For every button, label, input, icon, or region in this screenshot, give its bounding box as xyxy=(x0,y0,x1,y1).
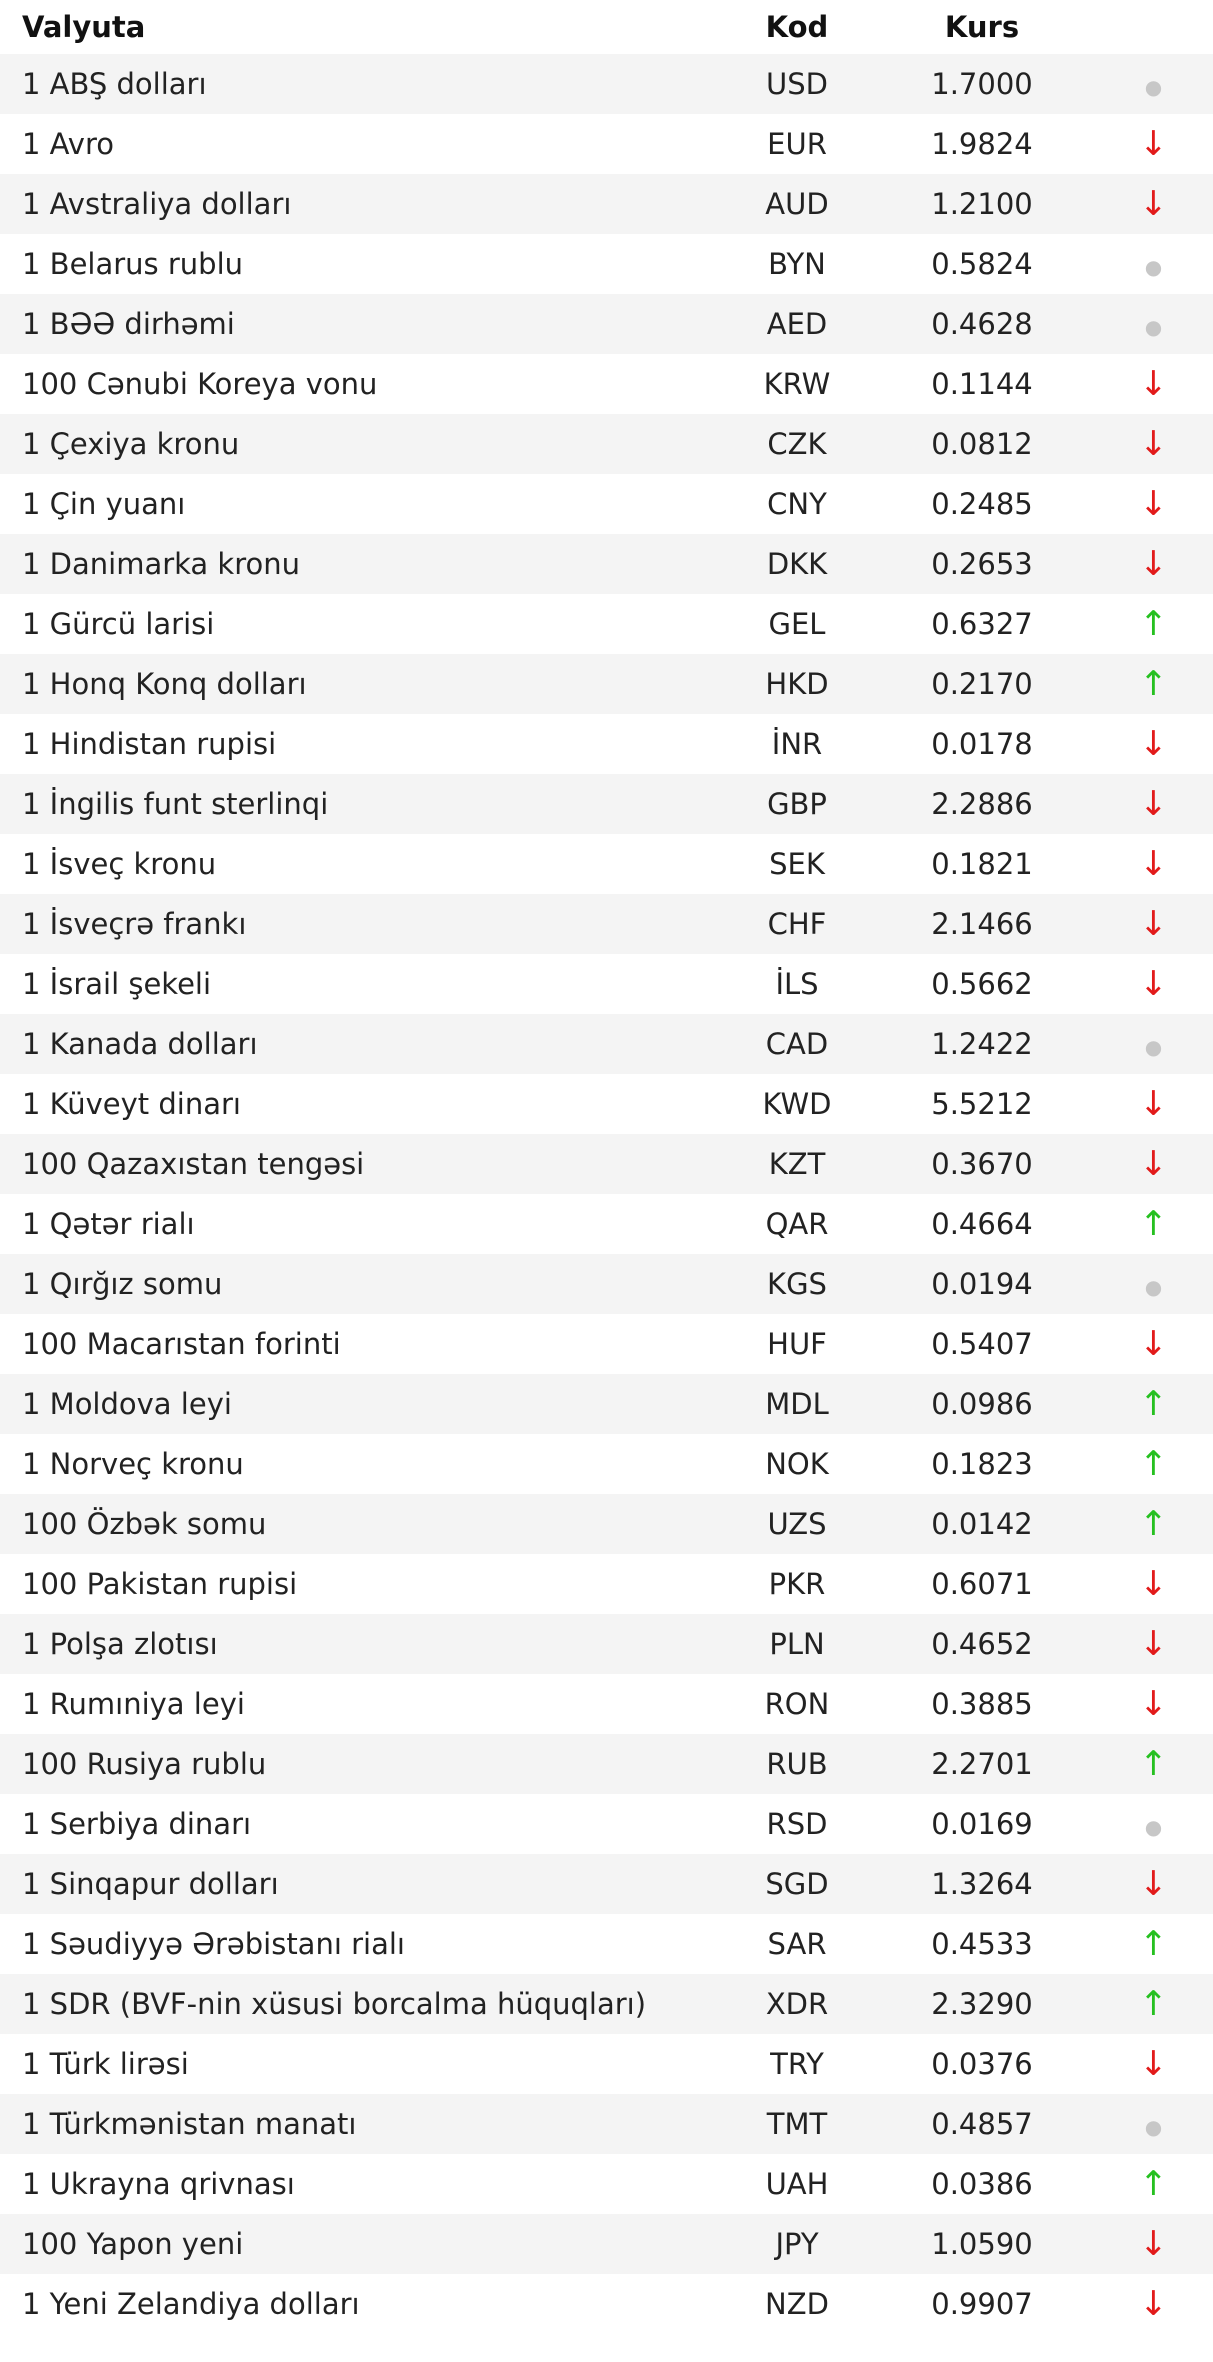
trend-cell xyxy=(1072,2154,1213,2214)
currency-code: AUD xyxy=(702,174,892,234)
currency-name: 1 Kanada dolları xyxy=(0,1014,702,1074)
table-header xyxy=(0,0,1213,54)
currency-name: 1 Yeni Zelandiya dolları xyxy=(0,2274,702,2334)
arrow-down-icon: ↓ xyxy=(1139,1863,1168,1904)
arrow-down-icon: ↓ xyxy=(1139,963,1168,1004)
table-row xyxy=(0,2154,1213,2214)
exchange-rate: 0.4652 xyxy=(892,1614,1072,1674)
arrow-up-icon: ↑ xyxy=(1139,663,1168,704)
table-row xyxy=(0,114,1213,174)
trend-cell xyxy=(1072,474,1213,534)
currency-name: 100 Qazaxıstan tengəsi xyxy=(0,1134,702,1194)
trend-cell xyxy=(1072,954,1213,1014)
trend-cell xyxy=(1072,1074,1213,1134)
trend-cell xyxy=(1072,834,1213,894)
exchange-rate: 0.3670 xyxy=(892,1134,1072,1194)
currency-name: 100 Yapon yeni xyxy=(0,2214,702,2274)
trend-cell xyxy=(1072,654,1213,714)
arrow-down-icon: ↓ xyxy=(1139,423,1168,464)
trend-cell xyxy=(1072,534,1213,594)
exchange-rate: 0.5662 xyxy=(892,954,1072,1014)
table-row xyxy=(0,834,1213,894)
currency-name: 1 ABŞ dolları xyxy=(0,54,702,114)
trend-cell xyxy=(1072,1494,1213,1554)
currency-code: XDR xyxy=(702,1974,892,2034)
currency-code: TMT xyxy=(702,2094,892,2154)
currency-code: PLN xyxy=(702,1614,892,1674)
currency-name: 1 İngilis funt sterlinqi xyxy=(0,774,702,834)
currency-name: 1 Serbiya dinarı xyxy=(0,1794,702,1854)
table-row xyxy=(0,174,1213,234)
trend-cell xyxy=(1072,294,1213,354)
exchange-rate: 1.9824 xyxy=(892,114,1072,174)
exchange-rate: 0.2170 xyxy=(892,654,1072,714)
arrow-down-icon: ↓ xyxy=(1139,1143,1168,1184)
currency-code: HKD xyxy=(702,654,892,714)
exchange-rate: 0.0169 xyxy=(892,1794,1072,1854)
exchange-rate: 1.3264 xyxy=(892,1854,1072,1914)
exchange-rate: 0.0178 xyxy=(892,714,1072,774)
exchange-rate: 2.1466 xyxy=(892,894,1072,954)
trend-cell xyxy=(1072,174,1213,234)
arrow-up-icon: ↑ xyxy=(1139,603,1168,644)
table-row xyxy=(0,1314,1213,1374)
trend-cell xyxy=(1072,2274,1213,2334)
header-row xyxy=(0,0,1213,54)
exchange-rate: 0.9907 xyxy=(892,2274,1072,2334)
currency-name: 1 İsrail şekeli xyxy=(0,954,702,1014)
currency-code: RSD xyxy=(702,1794,892,1854)
currency-code: EUR xyxy=(702,114,892,174)
exchange-rate: 0.2485 xyxy=(892,474,1072,534)
currency-code: NZD xyxy=(702,2274,892,2334)
trend-cell xyxy=(1072,2034,1213,2094)
trend-cell xyxy=(1072,1554,1213,1614)
exchange-rate: 0.1144 xyxy=(892,354,1072,414)
exchange-rate: 0.0986 xyxy=(892,1374,1072,1434)
dot-icon: ● xyxy=(1144,1815,1163,1839)
currency-code: MDL xyxy=(702,1374,892,1434)
arrow-down-icon: ↓ xyxy=(1139,843,1168,884)
trend-cell xyxy=(1072,894,1213,954)
currency-name: 1 Qırğız somu xyxy=(0,1254,702,1314)
trend-cell xyxy=(1072,774,1213,834)
currency-name: 1 Sinqapur dolları xyxy=(0,1854,702,1914)
arrow-down-icon: ↓ xyxy=(1139,1323,1168,1364)
trend-cell xyxy=(1072,54,1213,114)
currency-name: 100 Özbək somu xyxy=(0,1494,702,1554)
trend-cell xyxy=(1072,1614,1213,1674)
currency-name: 1 Çexiya kronu xyxy=(0,414,702,474)
currency-name: 1 Norveç kronu xyxy=(0,1434,702,1494)
table-row xyxy=(0,1674,1213,1734)
exchange-rate: 0.1821 xyxy=(892,834,1072,894)
arrow-down-icon: ↓ xyxy=(1139,543,1168,584)
arrow-down-icon: ↓ xyxy=(1139,483,1168,524)
arrow-down-icon: ↓ xyxy=(1139,1683,1168,1724)
arrow-down-icon: ↓ xyxy=(1139,2283,1168,2324)
table-row xyxy=(0,1854,1213,1914)
currency-name: 1 Rumıniya leyi xyxy=(0,1674,702,1734)
arrow-up-icon: ↑ xyxy=(1139,1983,1168,2024)
currency-code: TRY xyxy=(702,2034,892,2094)
table-row xyxy=(0,1134,1213,1194)
currency-code: GBP xyxy=(702,774,892,834)
trend-cell xyxy=(1072,354,1213,414)
currency-code: SEK xyxy=(702,834,892,894)
table-body xyxy=(0,54,1213,2334)
trend-cell xyxy=(1072,714,1213,774)
arrow-down-icon: ↓ xyxy=(1139,1623,1168,1664)
header-code: Kod xyxy=(765,10,829,44)
currency-name: 1 İsveçrə frankı xyxy=(0,894,702,954)
trend-cell xyxy=(1072,1974,1213,2034)
exchange-rate: 1.2422 xyxy=(892,1014,1072,1074)
trend-cell xyxy=(1072,1794,1213,1854)
trend-cell xyxy=(1072,1194,1213,1254)
trend-cell xyxy=(1072,1254,1213,1314)
exchange-rate: 0.0386 xyxy=(892,2154,1072,2214)
table-row xyxy=(0,2094,1213,2154)
currency-code: KWD xyxy=(702,1074,892,1134)
exchange-rate: 0.0376 xyxy=(892,2034,1072,2094)
exchange-rate: 0.4628 xyxy=(892,294,1072,354)
table-row xyxy=(0,534,1213,594)
table-row xyxy=(0,474,1213,534)
trend-cell xyxy=(1072,1314,1213,1374)
trend-cell xyxy=(1072,2214,1213,2274)
table-row xyxy=(0,294,1213,354)
currency-code: UAH xyxy=(702,2154,892,2214)
currency-code: AED xyxy=(702,294,892,354)
trend-cell xyxy=(1072,1374,1213,1434)
table-row xyxy=(0,1494,1213,1554)
currency-name: 100 Rusiya rublu xyxy=(0,1734,702,1794)
arrow-up-icon: ↑ xyxy=(1139,2163,1168,2204)
currency-code: KGS xyxy=(702,1254,892,1314)
table-row xyxy=(0,714,1213,774)
exchange-rate: 2.2701 xyxy=(892,1734,1072,1794)
table-row xyxy=(0,54,1213,114)
table-row xyxy=(0,2034,1213,2094)
currency-name: 1 Ukrayna qrivnası xyxy=(0,2154,702,2214)
currency-name: 1 Çin yuanı xyxy=(0,474,702,534)
arrow-down-icon: ↓ xyxy=(1139,723,1168,764)
currency-code: PKR xyxy=(702,1554,892,1614)
currency-name: 1 Danimarka kronu xyxy=(0,534,702,594)
currency-name: 1 Türkmənistan manatı xyxy=(0,2094,702,2154)
exchange-rate: 0.2653 xyxy=(892,534,1072,594)
currency-name: 1 BƏƏ dirhəmi xyxy=(0,294,702,354)
trend-cell xyxy=(1072,1434,1213,1494)
table-row xyxy=(0,1434,1213,1494)
currency-name: 1 İsveç kronu xyxy=(0,834,702,894)
exchange-rate: 0.4533 xyxy=(892,1914,1072,1974)
arrow-down-icon: ↓ xyxy=(1139,2223,1168,2264)
currency-code: İLS xyxy=(702,954,892,1014)
currency-code: SGD xyxy=(702,1854,892,1914)
dot-icon: ● xyxy=(1144,1275,1163,1299)
table-row xyxy=(0,414,1213,474)
currency-name: 1 Türk lirəsi xyxy=(0,2034,702,2094)
currency-name: 1 Avro xyxy=(0,114,702,174)
exchange-rate: 0.4664 xyxy=(892,1194,1072,1254)
currency-name: 1 Gürcü larisi xyxy=(0,594,702,654)
exchange-rate: 1.7000 xyxy=(892,54,1072,114)
currency-code: RUB xyxy=(702,1734,892,1794)
currency-code: CAD xyxy=(702,1014,892,1074)
trend-cell xyxy=(1072,1134,1213,1194)
header-rate: Kurs xyxy=(944,10,1020,44)
table-row xyxy=(0,954,1213,1014)
dot-icon: ● xyxy=(1144,255,1163,279)
arrow-down-icon: ↓ xyxy=(1139,1083,1168,1124)
currency-name: 1 Moldova leyi xyxy=(0,1374,702,1434)
dot-icon: ● xyxy=(1144,1035,1163,1059)
currency-code: NOK xyxy=(702,1434,892,1494)
currency-code: CHF xyxy=(702,894,892,954)
exchange-rate: 0.3885 xyxy=(892,1674,1072,1734)
header-trend xyxy=(1072,0,1213,54)
trend-cell xyxy=(1072,414,1213,474)
currency-code: HUF xyxy=(702,1314,892,1374)
currency-name: 100 Cənubi Koreya vonu xyxy=(0,354,702,414)
currency-name: 100 Pakistan rupisi xyxy=(0,1554,702,1614)
currency-code: CZK xyxy=(702,414,892,474)
currency-code: QAR xyxy=(702,1194,892,1254)
table-row xyxy=(0,234,1213,294)
arrow-down-icon: ↓ xyxy=(1139,2043,1168,2084)
exchange-rate: 5.5212 xyxy=(892,1074,1072,1134)
currency-name: 100 Macarıstan forinti xyxy=(0,1314,702,1374)
arrow-up-icon: ↑ xyxy=(1139,1743,1168,1784)
table-row xyxy=(0,2214,1213,2274)
table-row xyxy=(0,894,1213,954)
currency-code: İNR xyxy=(702,714,892,774)
exchange-rate: 0.5407 xyxy=(892,1314,1072,1374)
exchange-rate: 2.3290 xyxy=(892,1974,1072,2034)
trend-cell xyxy=(1072,1014,1213,1074)
arrow-down-icon: ↓ xyxy=(1139,123,1168,164)
currency-name: 1 SDR (BVF-nin xüsusi borcalma hüquqları) xyxy=(0,1974,702,2034)
dot-icon: ● xyxy=(1144,315,1163,339)
currency-name: 1 Qətər rialı xyxy=(0,1194,702,1254)
trend-cell xyxy=(1072,1914,1213,1974)
table-row xyxy=(0,1374,1213,1434)
table-row xyxy=(0,1014,1213,1074)
exchange-rate: 1.0590 xyxy=(892,2214,1072,2274)
table-row xyxy=(0,1194,1213,1254)
currency-code: RON xyxy=(702,1674,892,1734)
currency-code: GEL xyxy=(702,594,892,654)
exchange-rate: 2.2886 xyxy=(892,774,1072,834)
trend-cell xyxy=(1072,1734,1213,1794)
arrow-down-icon: ↓ xyxy=(1139,363,1168,404)
table-row xyxy=(0,1074,1213,1134)
currency-code: SAR xyxy=(702,1914,892,1974)
currency-code: KRW xyxy=(702,354,892,414)
exchange-rate: 0.0194 xyxy=(892,1254,1072,1314)
exchange-rate: 0.0812 xyxy=(892,414,1072,474)
trend-cell xyxy=(1072,2094,1213,2154)
table-row xyxy=(0,1974,1213,2034)
trend-cell xyxy=(1072,1854,1213,1914)
header-currency: Valyuta xyxy=(22,10,146,44)
arrow-up-icon: ↑ xyxy=(1139,1203,1168,1244)
exchange-rate: 0.0142 xyxy=(892,1494,1072,1554)
exchange-rate: 0.4857 xyxy=(892,2094,1072,2154)
table-row xyxy=(0,354,1213,414)
currency-code: BYN xyxy=(702,234,892,294)
arrow-down-icon: ↓ xyxy=(1139,183,1168,224)
currency-code: JPY xyxy=(702,2214,892,2274)
arrow-up-icon: ↑ xyxy=(1139,1503,1168,1544)
currency-code: USD xyxy=(702,54,892,114)
currency-name: 1 Hindistan rupisi xyxy=(0,714,702,774)
table-row xyxy=(0,1554,1213,1614)
exchange-rate: 0.5824 xyxy=(892,234,1072,294)
table-row xyxy=(0,1734,1213,1794)
trend-cell xyxy=(1072,1674,1213,1734)
table-row xyxy=(0,774,1213,834)
currency-name: 1 Küveyt dinarı xyxy=(0,1074,702,1134)
dot-icon: ● xyxy=(1144,2115,1163,2139)
exchange-rate: 0.6071 xyxy=(892,1554,1072,1614)
table-row xyxy=(0,1794,1213,1854)
trend-cell xyxy=(1072,594,1213,654)
exchange-rate: 0.1823 xyxy=(892,1434,1072,1494)
arrow-up-icon: ↑ xyxy=(1139,1383,1168,1424)
trend-cell xyxy=(1072,234,1213,294)
currency-name: 1 Polşa zlotısı xyxy=(0,1614,702,1674)
currency-name: 1 Belarus rublu xyxy=(0,234,702,294)
currency-code: DKK xyxy=(702,534,892,594)
arrow-up-icon: ↑ xyxy=(1139,1443,1168,1484)
arrow-down-icon: ↓ xyxy=(1139,783,1168,824)
currency-code: UZS xyxy=(702,1494,892,1554)
currency-name: 1 Səudiyyə Ərəbistanı rialı xyxy=(0,1914,702,1974)
table-row xyxy=(0,654,1213,714)
trend-cell xyxy=(1072,114,1213,174)
dot-icon: ● xyxy=(1144,75,1163,99)
table-row xyxy=(0,1614,1213,1674)
arrow-up-icon: ↑ xyxy=(1139,1923,1168,1964)
table-row xyxy=(0,1914,1213,1974)
currency-name: 1 Avstraliya dolları xyxy=(0,174,702,234)
arrow-down-icon: ↓ xyxy=(1139,1563,1168,1604)
table-row xyxy=(0,2274,1213,2334)
arrow-down-icon: ↓ xyxy=(1139,903,1168,944)
table-row xyxy=(0,594,1213,654)
exchange-rate: 1.2100 xyxy=(892,174,1072,234)
currency-code: CNY xyxy=(702,474,892,534)
table-row xyxy=(0,1254,1213,1314)
currency-name: 1 Honq Konq dolları xyxy=(0,654,702,714)
exchange-rate: 0.6327 xyxy=(892,594,1072,654)
currency-code: KZT xyxy=(702,1134,892,1194)
